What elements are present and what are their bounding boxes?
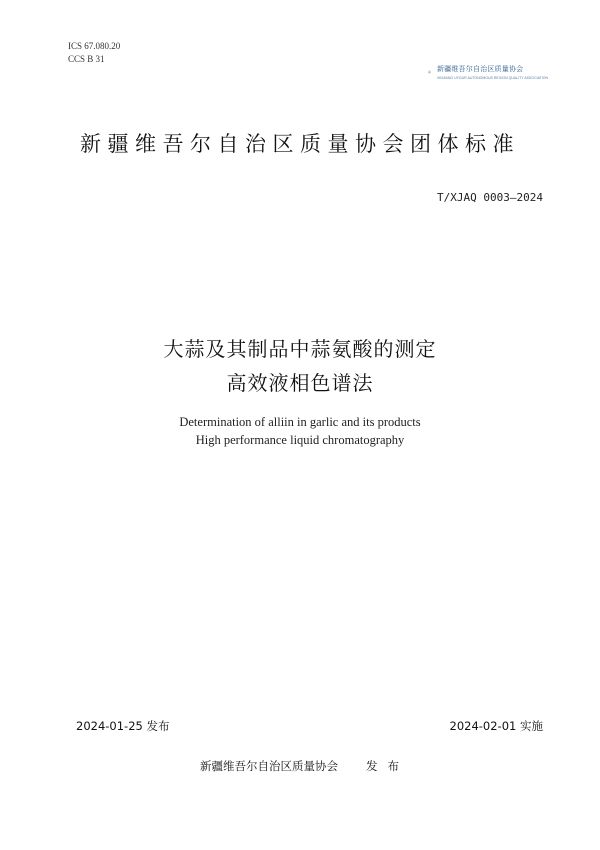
issuer-action: 发布: [366, 759, 409, 773]
document-title-cn-line1: 大蒜及其制品中蒜氨酸的测定: [163, 337, 437, 361]
document-title-en-line2: High performance liquid chromatography: [195, 433, 405, 447]
implement-date: 2024-02-01 实施: [449, 719, 543, 733]
logo-name-cn: 新疆维吾尔自治区质量协会: [436, 65, 524, 73]
logo-name-en: XINJIANG UYGUR AUTONOMOUS REGION QUALITY ASSOCIATION: [436, 76, 548, 80]
standard-number: T/XJAQ 0003—2024: [437, 191, 543, 204]
publish-date: 2024-01-25 发布: [76, 719, 170, 733]
document-title-cn-line2: 高效液相色谱法: [226, 371, 374, 395]
ccs-code: CCS B 31: [68, 54, 105, 64]
ics-code: ICS 67.080.20: [68, 41, 121, 51]
association-logo: [428, 58, 548, 86]
logo-mark-text: XJAQ: [428, 72, 431, 74]
issuer-line: [200, 758, 409, 774]
association-emblem-icon: [428, 58, 431, 86]
organization-standard-title: 新疆维吾尔自治区质量协会团体标准: [80, 132, 520, 156]
document-title-en-line1: Determination of alliin in garlic and its products: [179, 415, 421, 429]
issuer-name: 新疆维吾尔自治区质量协会: [200, 759, 338, 773]
classification-codes: [68, 40, 120, 66]
